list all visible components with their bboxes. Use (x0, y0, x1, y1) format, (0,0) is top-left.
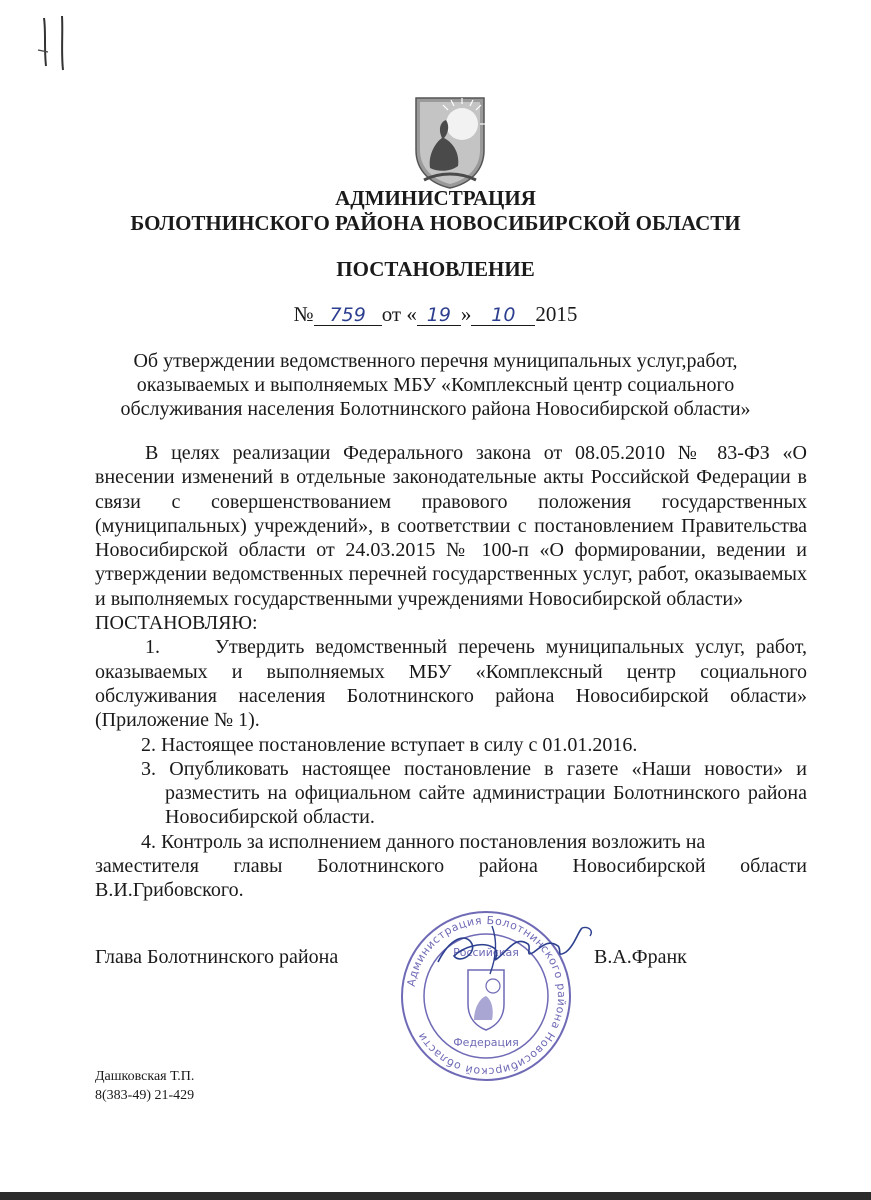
item-2 (95, 733, 807, 757)
resolve-heading: ПОСТАНОВЛЯЮ: (95, 612, 258, 635)
decree-month: 10 (491, 304, 516, 326)
decree-number-field (314, 304, 382, 326)
coat-of-arms-emblem (410, 94, 490, 190)
executor-contact (95, 1067, 194, 1105)
stamp-top-text: Российская (453, 946, 519, 959)
item-3-number: 3. (141, 757, 156, 780)
from-label: от « (381, 302, 417, 326)
item-4-line-3: В.И.Грибовского. (95, 879, 244, 902)
handwritten-signature (432, 918, 608, 978)
close-quote: » (460, 302, 472, 326)
decree-body (95, 441, 807, 903)
decree-subject (0, 349, 871, 421)
month-field (471, 304, 535, 326)
signatory-name: В.А.Франк (594, 946, 687, 968)
item-3 (95, 757, 807, 830)
margin-marks (36, 14, 76, 74)
decree-day: 19 (426, 304, 451, 326)
executor-name: Дашковская Т.П. (95, 1069, 195, 1084)
subject-line-1: Об утверждении ведомственного перечня муниципальных услуг,работ, (133, 350, 738, 372)
subject-line-3: обслуживания населения Болотнинского района Новосибирской области» (120, 398, 751, 420)
number-prefix: № (293, 302, 314, 326)
item-1 (95, 635, 807, 732)
signatory-position: Глава Болотнинского района (95, 946, 339, 968)
preamble-paragraph: В целях реализации Федерального закона от 08.05.2010 № 83-ФЗ «О внесении изменений в отдельные законодательные акты Российской Федерации в связи с совершенствованием правового положения государственных (муниципальных) учреждений», в соответствии с постановлением Правительства Новосибирской области от 24.03.2015 № 100-п «О формировании, ведении и утверждении ведомственных перечней государственных услуг, работ, оказываемых и выполняемых государственными учреждениями Новосибирской области» (95, 442, 807, 610)
item-4-text-1: Контроль за исполнением данного постановления возложить на (161, 830, 706, 853)
item-2-text: Настоящее постановление вступает в силу с 01.01.2016. (161, 733, 638, 756)
item-4-number: 4. (141, 830, 156, 853)
stamp-bottom-text: Федерация (453, 1036, 519, 1049)
decree-year: 2015 (535, 302, 578, 326)
item-1-text: Утвердить ведомственный перечень муниципальных услуг, работ, оказываемых и выполняемых МБУ «Комплексный центр социального обслуживания населения Болотнинского района Новосибирской области» (Приложение № 1). (95, 636, 808, 732)
item-3-text: Опубликовать настоящее постановление в газете «Наши новости» и разместить на официальном сайте администрации Болотнинского района Новосибирской области. (165, 757, 808, 829)
item-4-line-2: заместителя главы Болотнинского района Новосибирской области (95, 855, 807, 878)
organization-title (0, 186, 871, 236)
subject-line-2: оказываемых и выполняемых МБУ «Комплексный центр социального (136, 374, 735, 396)
item-4 (95, 830, 807, 903)
stamp-ring-text: Администрация Болотнинского района Новосибирской области (404, 913, 569, 1079)
scan-bottom-edge (0, 1192, 871, 1200)
org-line-2: БОЛОТНИНСКОГО РАЙОНА НОВОСИБИРСКОЙ ОБЛАСТИ (130, 211, 741, 235)
executor-phone: 8(383-49) 21-429 (95, 1088, 195, 1103)
document-type: ПОСТАНОВЛЕНИЕ (336, 257, 535, 281)
item-1-number: 1. (145, 636, 160, 659)
item-2-number: 2. (141, 733, 156, 756)
number-date-line (0, 302, 871, 327)
item-4-line-1 (95, 830, 807, 854)
org-line-1: АДМИНИСТРАЦИЯ (335, 186, 536, 210)
day-field (417, 304, 461, 326)
decree-number: 759 (329, 304, 366, 326)
